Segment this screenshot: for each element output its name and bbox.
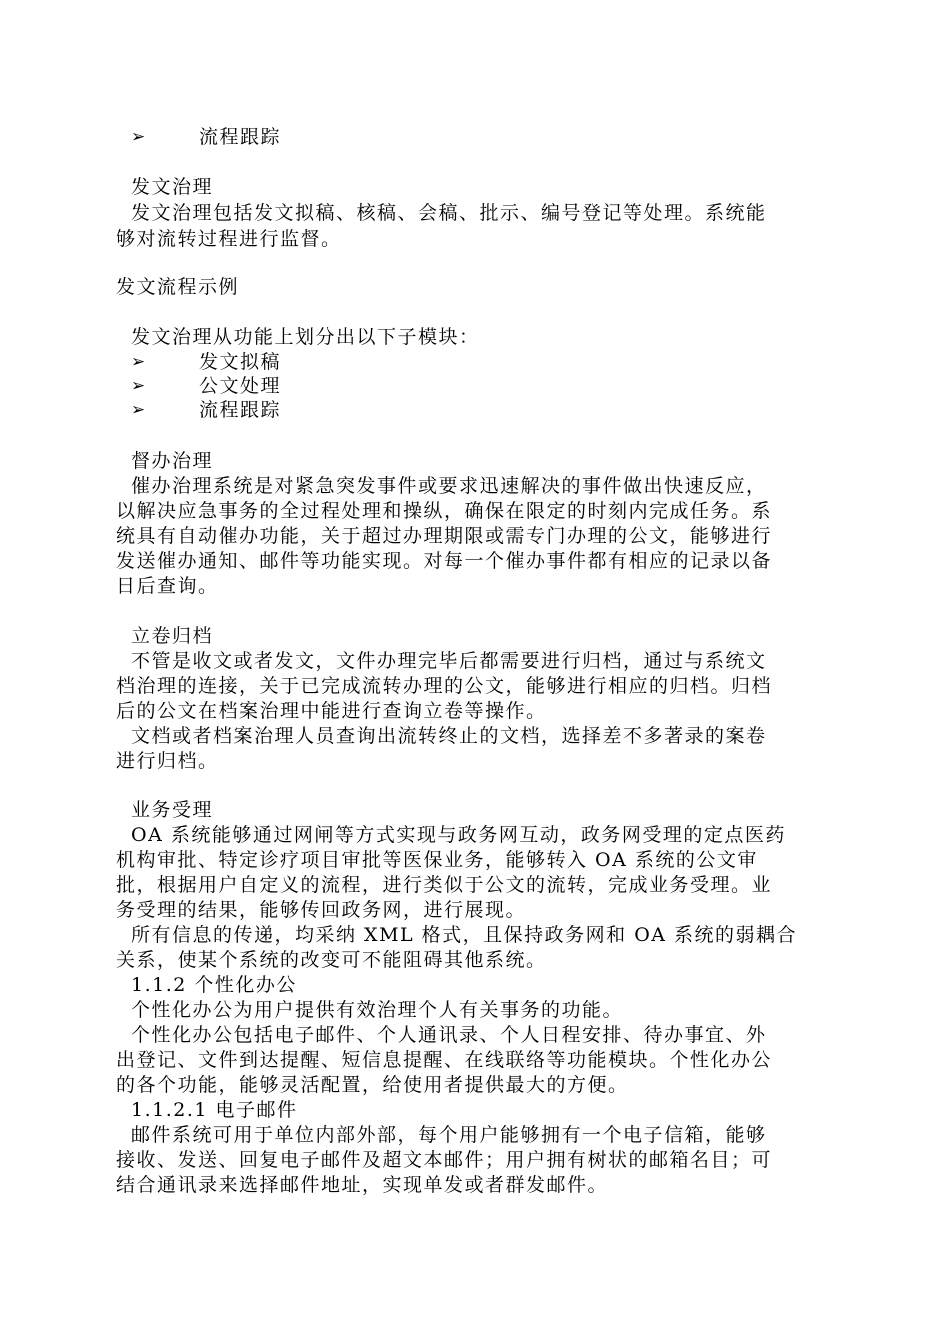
paragraph-line: 接收、发送、回复电子邮件及超文本邮件；用户拥有树状的邮箱名目；可 (116, 1149, 773, 1171)
paragraph-line: 结合通讯录来选择邮件地址，实现单发或者群发邮件。 (116, 1174, 609, 1196)
paragraph-line: 发文治理包括发文拟稿、核稿、会稿、批示、编号登记等处理。系统能 (131, 202, 767, 224)
subsection-heading: 1.1.2 个性化办公 (131, 974, 297, 996)
bullet-arrow-icon: ➢ (131, 400, 146, 420)
bullet-arrow-icon: ➢ (131, 352, 146, 372)
figure-caption: 发文流程示例 (116, 276, 240, 298)
subsection-heading: 1.1.2.1 电子邮件 (131, 1099, 298, 1121)
section-heading: 业务受理 (131, 799, 214, 821)
paragraph-line: 发文治理从功能上划分出以下子模块： (131, 326, 480, 348)
paragraph-line: 进行归档。 (116, 750, 219, 772)
paragraph-line: 够对流转过程进行监督。 (116, 228, 342, 250)
paragraph-line: 文档或者档案治理人员查询出流转终止的文档，选择差不多著录的案卷 (131, 725, 767, 747)
bullet-arrow-icon: ➢ (131, 127, 146, 147)
section-heading: 发文治理 (131, 176, 214, 198)
bullet-arrow-icon: ➢ (131, 376, 146, 396)
paragraph-line: 不管是收文或者发文，文件办理完毕后都需要进行归档，通过与系统文 (131, 650, 767, 672)
paragraph-line: 邮件系统可用于单位内部外部，每个用户能够拥有一个电子信箱，能够 (131, 1124, 767, 1146)
paragraph-line: 批，根据用户自定义的流程，进行类似于公文的流转，完成业务受理。业 (116, 874, 773, 896)
paragraph-line: 发送催办通知、邮件等功能实现。对每一个催办事件都有相应的记录以备 (116, 550, 773, 572)
paragraph-line: 后的公文在档案治理中能进行查询立卷等操作。 (116, 700, 547, 722)
bullet-item: 流程跟踪 (199, 399, 282, 421)
section-heading: 立卷归档 (131, 625, 214, 647)
section-heading: 督办治理 (131, 450, 214, 472)
paragraph-line: OA 系统能够通过网闸等方式实现与政务网互动，政务网受理的定点医药 (131, 824, 786, 846)
paragraph-line: 的各个功能，能够灵活配置，给使用者提供最大的方便。 (116, 1074, 629, 1096)
paragraph-line: 务受理的结果，能够传回政务网，进行展现。 (116, 899, 527, 921)
paragraph-line: 机构审批、特定诊疗项目审批等医保业务，能够转入 OA 系统的公文审 (116, 849, 758, 871)
bullet-item: 公文处理 (199, 375, 282, 397)
paragraph-line: 关系，使某个系统的改变可不能阻碍其他系统。 (116, 949, 547, 971)
paragraph-line: 出登记、文件到达提醒、短信息提醒、在线联络等功能模块。个性化办公 (116, 1049, 773, 1071)
paragraph-line: 统具有自动催办功能，关于超过办理期限或需专门办理的公文，能够进行 (116, 525, 773, 547)
paragraph-line: 个性化办公为用户提供有效治理个人有关事务的功能。 (131, 999, 624, 1021)
paragraph-line: 催办治理系统是对紧急突发事件或要求迅速解决的事件做出快速反应， (131, 475, 767, 497)
bullet-item: 流程跟踪 (199, 126, 282, 148)
paragraph-line: 以解决应急事务的全过程处理和操纵，确保在限定的时刻内完成任务。系 (116, 500, 773, 522)
paragraph-line: 档治理的连接，关于已完成流转办理的公文，能够进行相应的归档。归档 (116, 675, 773, 697)
paragraph-line: 所有信息的传递，均采纳 XML 格式，且保持政务网和 OA 系统的弱耦合 (131, 924, 798, 946)
paragraph-line: 个性化办公包括电子邮件、个人通讯录、个人日程安排、待办事宜、外 (131, 1024, 767, 1046)
paragraph-line: 日后查询。 (116, 575, 219, 597)
bullet-item: 发文拟稿 (199, 351, 282, 373)
